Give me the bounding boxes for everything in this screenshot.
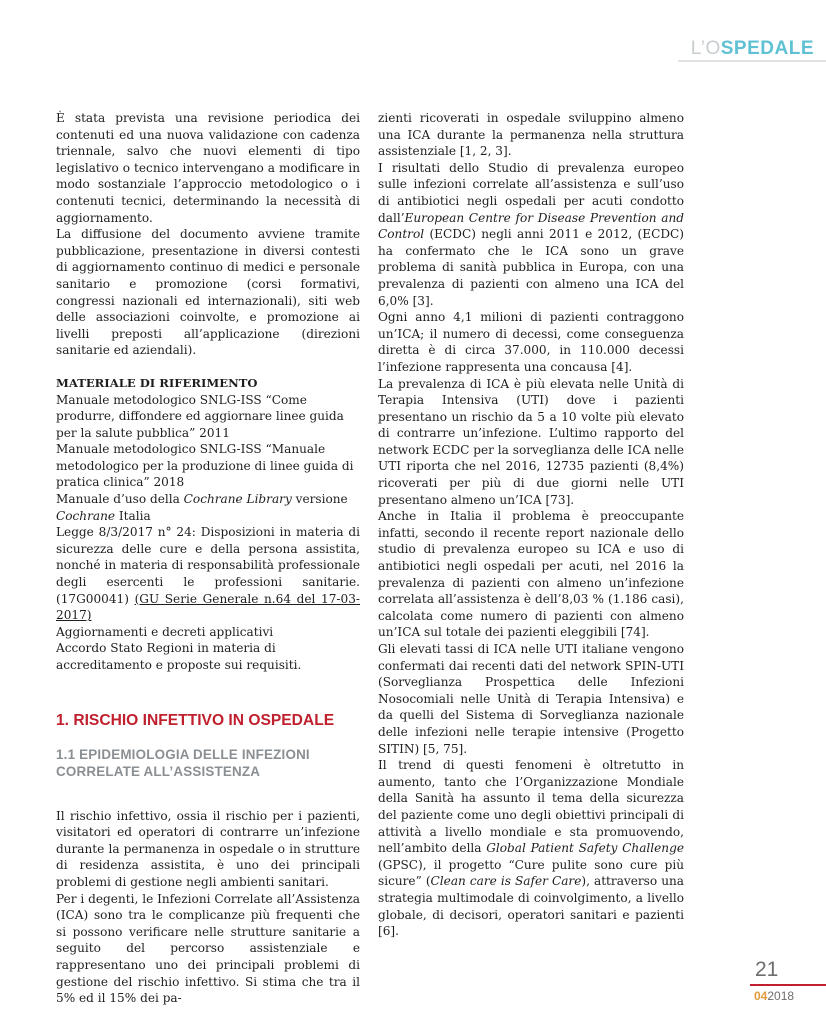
paragraph	[378, 757, 684, 940]
left-column	[56, 110, 360, 1007]
paragraph	[378, 160, 684, 309]
text-run: Manuale d’uso della	[56, 492, 184, 507]
magazine-logo	[691, 38, 814, 60]
subsection-title: 1.1 EPIDEMIOLOGIA DELLE INFEZIONI CORRELATE ALL’ASSISTENZA	[56, 746, 310, 779]
italic-run: Cochrane Library	[183, 492, 292, 507]
paragraph: Per i degenti, le Infezioni Correlate all’Assistenza (ICA) sono tra le complicanze più frequenti che si possono verificare nelle strutture sanitarie a seguito del percorso assistenziale e rappresentano uno dei principali problemi di gestione del rischio infettivo. Si stima che tra il 5% ed il 15% dei pa-	[56, 891, 360, 1006]
reference-item: Manuale metodologico SNLG-ISS “Manuale metodologico per la produzione di linee guida di pratica clinica” 2018	[56, 442, 354, 490]
paragraph: La diffusione del documento avviene tramite pubblicazione, presentazione in diversi contesti di aggiornamento continuo di medici e personale sanitario e promozione (corsi formativi, congressi nazionali ed internazionali), siti web delle associazioni coinvolte, e promozione ai livelli preposti all’applicazione (direzioni sanitarie ed aziendali).	[56, 227, 360, 358]
issue-tag	[754, 989, 794, 1003]
section-title: 1. RISCHIO INFETTIVO IN OSPEDALE	[56, 711, 335, 729]
text-run: (GPSC), il progetto “Cure pulite sono cure più sicure” (	[378, 857, 684, 889]
paragraph: La prevalenza di ICA è più elevata nelle Unità di Terapia Intensiva (UTI) dove i pazienti presentano un rischio da 5 a 10 volte più elevato di contrarre un’infezione. L’ultimo rapporto del network ECDC per la sorveglianza delle ICA nelle UTI riporta che nel 2016, 12735 pazienti (8,4%) ricoverati per più di due giorni nelle UTI presentano almeno un’ICA [73].	[378, 376, 684, 507]
reference-item: Accordo Stato Regioni in materia di accreditamento e proposte sui requisiti.	[56, 641, 302, 672]
italic-run: Clean care is Safer Care	[430, 874, 582, 889]
italic-run: European Centre for Disease Prevention and Control	[378, 210, 684, 242]
text-run: Il trend di questi fenomeni è oltretutto in aumento, tanto che l’Organizzazione Mondiale della Sanità ha assunto il tema della sicurezza del paziente come uno degli obiettivi principali di attività a livello mondiale e sta promuovendo, nell’ambito della	[378, 758, 684, 856]
italic-run: Cochrane	[56, 508, 116, 523]
issue-year: 2018	[767, 989, 795, 1003]
gazette-link[interactable]: (GU Serie Generale n.64 del 17-03-2017)	[56, 591, 360, 623]
reference-item	[56, 491, 360, 524]
text-run: versione	[291, 492, 348, 507]
header-rule	[678, 60, 826, 62]
text-run: Italia	[115, 508, 151, 523]
logo-text: SPEDALE	[720, 38, 814, 59]
paragraph: Il rischio infettivo, ossia il rischio per i pazienti, visitatori ed operatori di contrarre un’infezione durante la permanenza in ospedale o in strutture di residenza assistita, è uno dei principali problemi di gestione negli ambienti sanitari.	[56, 808, 360, 889]
text-run: Legge 8/3/2017 n° 24: Disposizioni in materia di sicurezza delle cure e della persona assistita, nonché in materia di responsabilità professionale degli esercenti le professioni sanitarie. (17G00041)	[56, 525, 360, 606]
text-run: I risultati dello Studio di prevalenza europeo sulle infezioni correlate all’assistenza e sull’uso di antibiotici negli ospedali per acuti condotto dall’	[378, 160, 684, 225]
paragraph: Anche in Italia il problema è preoccupante infatti, secondo il recente report nazionale dello studio di prevalenza europeo su ICA e uso di antibiotici negli ospedali per acuti, nel 2016 la prevalenza di pazienti con almeno un’infezione correlata all’assistenza è dell’8,03 % (1.186 casi), calcolata come numero di pazienti con almeno un’ICA sul totale dei pazienti eleggibili [74].	[378, 509, 684, 640]
logo-mark: L’O	[690, 38, 721, 59]
issue-number: 04	[754, 989, 768, 1003]
references-heading: MATERIALE DI RIFERIMENTO	[56, 375, 258, 390]
footer-rule	[750, 984, 826, 986]
paragraph: Gli elevati tassi di ICA nelle UTI italiane vengono confermati dai recenti dati del network SPIN-UTI (Sorveglianza Prospettica delle Infezioni Nosocomiali nelle Unità di Terapia Intensiva) e da quelli del Sistema di Sorveglianza nazionale delle infezioni nelle terapie intensive (Progetto SITIN) [5, 75].	[378, 642, 684, 756]
right-column	[378, 110, 684, 940]
reference-item: Aggiornamenti e decreti applicativi	[56, 624, 274, 639]
page-number: 21	[755, 958, 779, 981]
paragraph: È stata prevista una revisione periodica dei contenuti ed una nuova validazione con cadenza triennale, salvo che nuovi elementi di tipo legislativo o tecnico intervengano a modificare in modo sostanziale l’approccio metodologico o i contenuti tecnici, determinando la necessità di aggiornamento.	[56, 111, 360, 225]
text-run: (ECDC) negli anni 2011 e 2012, (ECDC) ha confermato che le ICA sono un grave problema di sanità pubblica in Europa, con una prevalenza di pazienti con almeno una ICA del 6,0% [3].	[378, 227, 684, 308]
reference-item: Manuale metodologico SNLG-ISS “Come produrre, diffondere ed aggiornare linee guida per la salute pubblica” 2011	[56, 392, 344, 440]
paragraph: zienti ricoverati in ospedale sviluppino almeno una ICA durante la permanenza nella struttura assistenziale [1, 2, 3].	[378, 111, 684, 159]
text-run: ), attraverso una strategia multimodale di coinvolgimento, a livello globale, di decisori, operatori sanitari e pazienti [6].	[378, 874, 685, 939]
italic-run: Global Patient Safety Challenge	[486, 841, 684, 856]
paragraph: Ogni anno 4,1 milioni di pazienti contraggono un’ICA; il numero di decessi, come conseguenza diretta è di circa 37.000, in 110.000 decessi l’infezione rappresenta una concausa [4].	[378, 310, 684, 374]
reference-item	[56, 524, 360, 624]
